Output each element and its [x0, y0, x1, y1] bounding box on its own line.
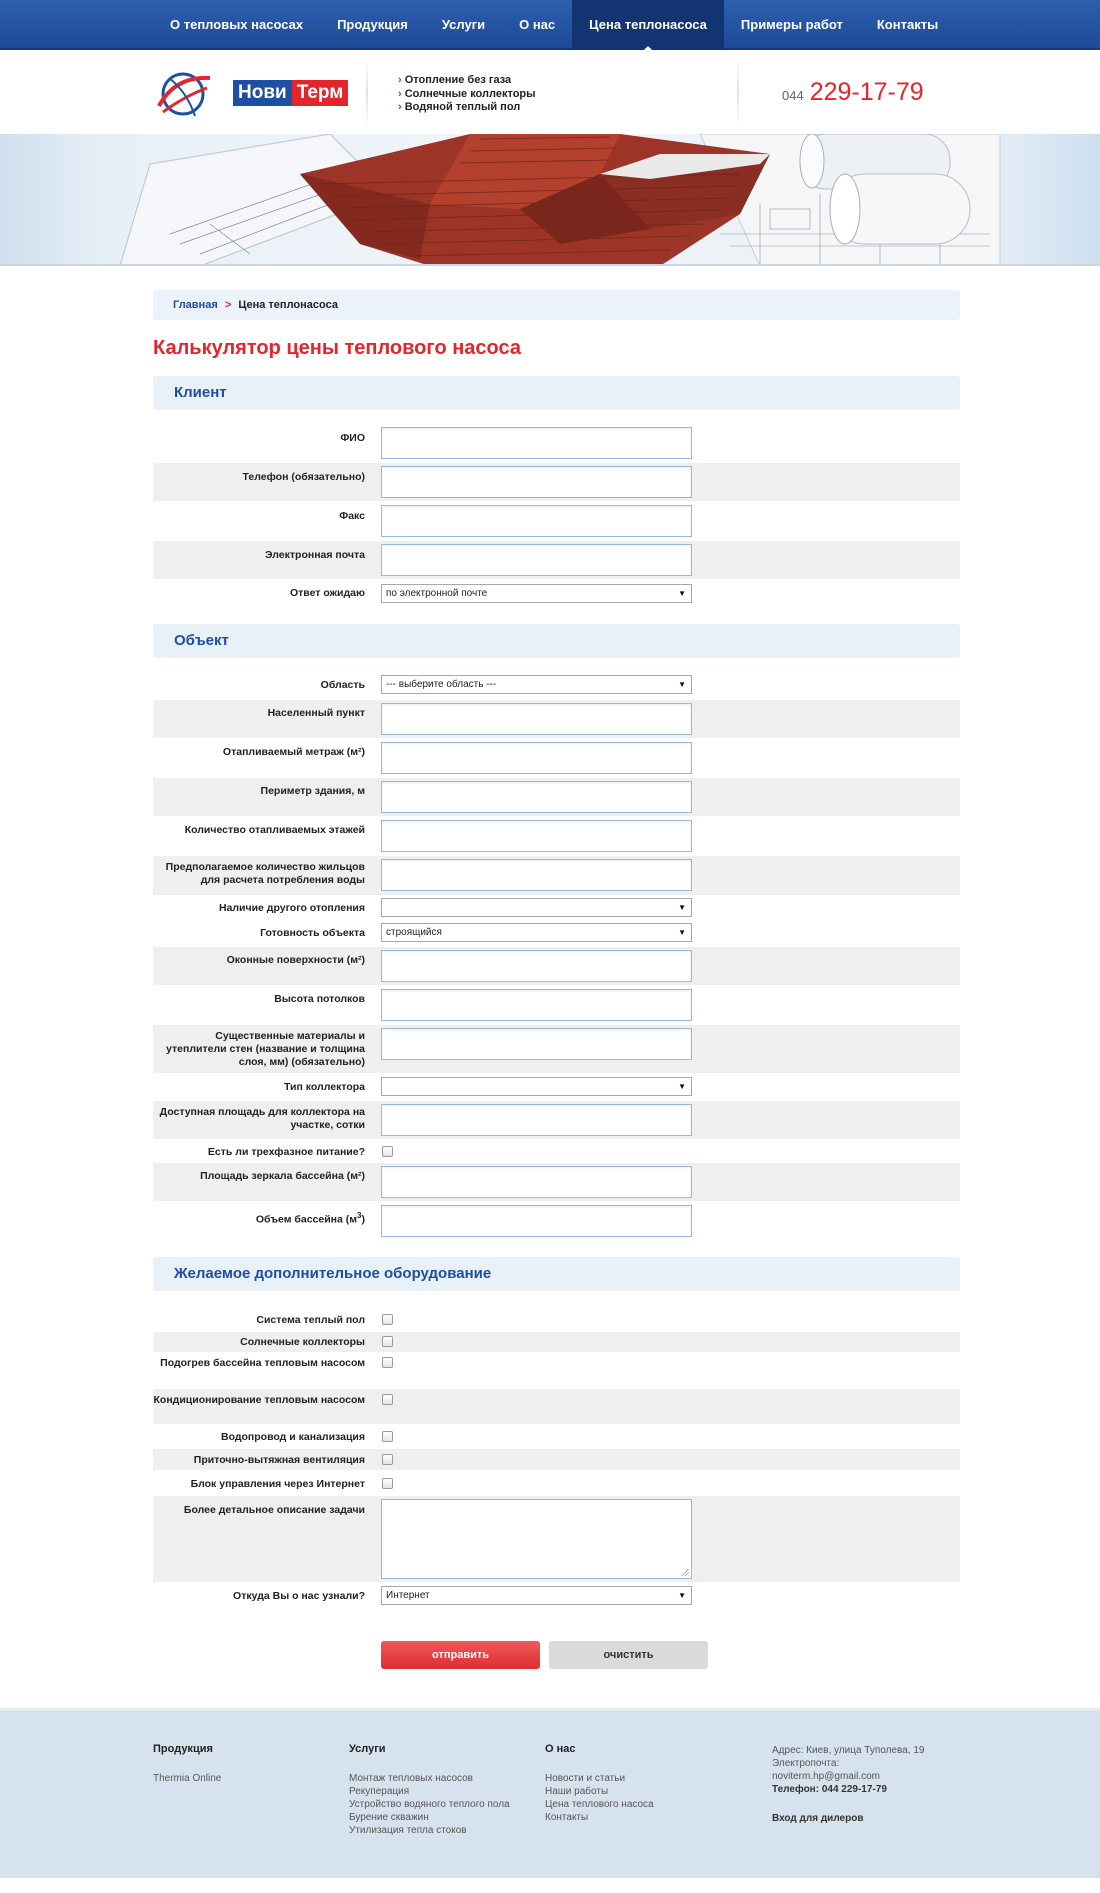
form-row-pool-heating — [153, 1353, 960, 1388]
solar-collectors-checkbox[interactable] — [382, 1336, 393, 1347]
form-row-area — [153, 739, 960, 777]
footer-link[interactable]: Бурение скважин — [349, 1812, 429, 1823]
field-label: Блок управления через Интернет — [190, 1478, 365, 1490]
header-divider — [366, 58, 368, 128]
description-textarea[interactable] — [381, 1499, 692, 1579]
form-row-floor-heating — [153, 1309, 960, 1331]
footer-link[interactable]: Thermia Online — [153, 1773, 222, 1784]
field-label: Существенные материалы и утеплители стен (название и толщина слоя, мм) (обязательно) — [166, 1030, 365, 1068]
form-row-answer — [153, 580, 960, 608]
field-label: Предполагаемое количество жильцов для расчета потребления воды — [165, 861, 365, 886]
field-label: Есть ли трехфазное питание? — [207, 1146, 365, 1158]
floor-heating-checkbox[interactable] — [382, 1314, 393, 1325]
perimeter-input[interactable] — [381, 781, 692, 813]
dealers-login-link[interactable]: Вход для дилеров — [772, 1813, 864, 1824]
pool-volume-input[interactable] — [381, 1205, 692, 1237]
email-input[interactable] — [381, 544, 692, 576]
footer-heading: Услуги — [349, 1743, 386, 1755]
footer-email-label: Электропочта: — [772, 1758, 840, 1769]
footer-link[interactable]: Рекуперация — [349, 1786, 410, 1797]
nav-item-price[interactable]: Цена теплонасоса — [572, 0, 724, 50]
field-label: Подогрев бассейна тепловым насосом — [160, 1357, 365, 1369]
field-label: Готовность объекта — [260, 927, 365, 939]
collector-type-select[interactable] — [381, 1077, 692, 1096]
footer-address: Адрес: Киев, улица Туполева, 19 — [772, 1745, 925, 1756]
brand-name — [233, 80, 348, 106]
field-label: Доступная площадь для коллектора на участке, сотки — [159, 1106, 365, 1131]
form-row-windows — [153, 947, 960, 985]
field-label: Населенный пункт — [267, 707, 365, 719]
form-row-collector-area — [153, 1101, 960, 1139]
form-row-pool-area — [153, 1163, 960, 1201]
ceiling-height-input[interactable] — [381, 989, 692, 1021]
form-row-source — [153, 1583, 960, 1609]
form-row-other-heating — [153, 896, 960, 920]
conditioning-checkbox[interactable] — [382, 1394, 393, 1405]
tagline-item: › Отопление без газа — [398, 74, 536, 88]
field-label: Периметр здания, м — [260, 785, 365, 797]
materials-input[interactable] — [381, 1028, 692, 1060]
footer-heading: Продукция — [153, 1743, 213, 1755]
region-select[interactable]: --- выберите область --- ▼ — [381, 675, 692, 694]
tagline-item: › Солнечные коллекторы — [398, 88, 536, 102]
form-row-email — [153, 541, 960, 579]
field-label: Тип коллектора — [284, 1081, 365, 1093]
field-label — [153, 1209, 365, 1227]
form-row-region — [153, 670, 960, 699]
footer-contact-block — [772, 1744, 924, 1825]
windows-input[interactable] — [381, 950, 692, 982]
header-taglines — [398, 74, 536, 115]
field-label: Отапливаемый метраж (м²) — [222, 746, 365, 758]
globe-logo-icon — [155, 66, 213, 121]
phone-code: 044 — [782, 88, 804, 103]
footer-heading: О нас — [545, 1743, 576, 1755]
footer-link[interactable]: Утилизация тепла стоков — [349, 1825, 467, 1836]
footer-about-column — [545, 1743, 654, 1824]
logo[interactable] — [155, 66, 344, 121]
footer-link[interactable]: Монтаж тепловых насосов — [349, 1773, 473, 1784]
pool-volume-label-end: ) — [361, 1213, 365, 1226]
form-row-perimeter — [153, 778, 960, 816]
site-footer — [0, 1708, 1100, 1878]
brand-part-term: Терм — [292, 80, 349, 106]
field-label: Ответ ожидаю — [289, 587, 365, 599]
site-header — [0, 52, 1100, 134]
answer-method-select[interactable]: по электронной почте ▼ — [381, 584, 692, 603]
field-label: Наличие другого отопления — [218, 902, 365, 914]
header-banner-image — [0, 134, 1100, 266]
breadcrumb — [153, 290, 960, 320]
form-row-fio — [153, 422, 960, 462]
form-row-phone — [153, 463, 960, 501]
page-title: Калькулятор цены теплового насоса — [153, 337, 521, 359]
breadcrumb-separator: > — [224, 299, 232, 311]
footer-link[interactable]: Наши работы — [545, 1786, 609, 1797]
nav-item-examples[interactable]: Примеры работ — [740, 17, 843, 32]
footer-link[interactable]: Устройство водяного теплого пола — [349, 1799, 510, 1810]
ventilation-checkbox[interactable] — [382, 1454, 393, 1465]
form-row-materials — [153, 1025, 960, 1073]
fio-input[interactable] — [381, 427, 692, 459]
pool-volume-superscript: 3 — [357, 1211, 362, 1220]
breadcrumb-home-link[interactable]: Главная — [173, 299, 218, 311]
section-equipment-header: Желаемое дополнительное оборудование — [153, 1257, 960, 1291]
collector-area-input[interactable] — [381, 1104, 692, 1136]
form-row-plumbing — [153, 1425, 960, 1448]
phone-number: 229-17-79 — [809, 78, 924, 106]
tagline-item: › Водяной теплый пол — [398, 101, 536, 115]
field-label: Откуда Вы о нас узнали? — [233, 1590, 365, 1602]
roof-blueprint-illustration — [0, 134, 1100, 266]
form-row-floors — [153, 817, 960, 855]
nav-item-heat-pumps[interactable]: О тепловых насосах — [170, 17, 304, 32]
footer-link[interactable]: Новости и статьи — [545, 1773, 626, 1784]
field-label: Кондиционирование тепловым насосом — [153, 1394, 365, 1406]
header-divider — [737, 58, 739, 128]
referral-source-select[interactable]: Интернет ▼ — [381, 1586, 692, 1605]
form-row-internet-control — [153, 1471, 960, 1495]
pool-heating-checkbox[interactable] — [382, 1357, 393, 1368]
heated-area-input[interactable] — [381, 742, 692, 774]
section-client-header: Клиент — [153, 376, 960, 410]
breadcrumb-current: Цена теплонасоса — [238, 299, 338, 311]
form-row-ventilation — [153, 1449, 960, 1470]
three-phase-checkbox[interactable] — [382, 1146, 393, 1157]
form-row-conditioning — [153, 1389, 960, 1424]
nav-item-about[interactable]: О нас — [519, 17, 556, 32]
form-row-locality — [153, 700, 960, 738]
field-label: Система теплый пол — [256, 1314, 365, 1326]
field-label: Количество отапливаемых этажей — [184, 824, 365, 836]
footer-link[interactable]: Контакты — [545, 1812, 589, 1823]
locality-input[interactable] — [381, 703, 692, 735]
fax-input[interactable] — [381, 505, 692, 537]
field-label: Высота потолков — [274, 993, 365, 1005]
field-label: Факс — [339, 510, 365, 522]
form-row-readiness — [153, 921, 960, 946]
field-label: Площадь зеркала бассейна (м²) — [200, 1170, 365, 1182]
form-row-three-phase — [153, 1140, 960, 1162]
field-label: Солнечные коллекторы — [240, 1336, 365, 1348]
form-row-collector-type — [153, 1074, 960, 1100]
field-label: Более детальное описание задачи — [183, 1504, 365, 1516]
top-navigation — [0, 0, 1100, 50]
pool-volume-label: Объем бассейна (м — [255, 1213, 358, 1226]
field-label: Электронная почта — [265, 549, 365, 561]
nav-item-products[interactable]: Продукция — [337, 17, 408, 32]
plumbing-checkbox[interactable] — [382, 1431, 393, 1442]
brand-part-novi: Нови — [233, 80, 292, 106]
form-row-description — [153, 1496, 960, 1582]
header-phone — [782, 78, 924, 107]
footer-phone: Телефон: 044 229-17-79 — [772, 1784, 887, 1795]
pool-area-input[interactable] — [381, 1166, 692, 1198]
nav-menu — [153, 0, 1100, 50]
form-row-ceiling — [153, 986, 960, 1024]
field-label: Приточно-вытяжная вентиляция — [193, 1454, 365, 1466]
footer-link[interactable]: Цена теплового насоса — [545, 1799, 654, 1810]
readiness-select[interactable]: строящийся ▼ — [381, 923, 692, 942]
form-row-residents — [153, 856, 960, 895]
other-heating-select[interactable] — [381, 898, 692, 917]
section-object-header: Объект — [153, 624, 960, 658]
field-label: Водопровод и канализация — [220, 1431, 365, 1443]
residents-input[interactable] — [381, 859, 692, 891]
nav-item-contacts[interactable]: Контакты — [876, 17, 939, 32]
clear-button[interactable]: очистить — [549, 1641, 708, 1669]
submit-button[interactable]: отправить — [381, 1641, 540, 1669]
nav-item-services[interactable]: Услуги — [441, 17, 486, 32]
field-label: Оконные поверхности (м²) — [226, 954, 365, 966]
phone-input[interactable] — [381, 466, 692, 498]
form-row-solar — [153, 1332, 960, 1352]
field-label: Область — [320, 679, 365, 691]
internet-control-checkbox[interactable] — [382, 1478, 393, 1489]
field-label: ФИО — [340, 432, 365, 444]
footer-products-column — [153, 1743, 221, 1785]
form-row-fax — [153, 502, 960, 540]
form-row-pool-volume — [153, 1202, 960, 1240]
footer-email[interactable]: noviterm.hp@gmail.com — [772, 1771, 880, 1782]
field-label: Телефон (обязательно) — [242, 471, 365, 483]
footer-services-column — [349, 1743, 510, 1837]
floors-input[interactable] — [381, 820, 692, 852]
